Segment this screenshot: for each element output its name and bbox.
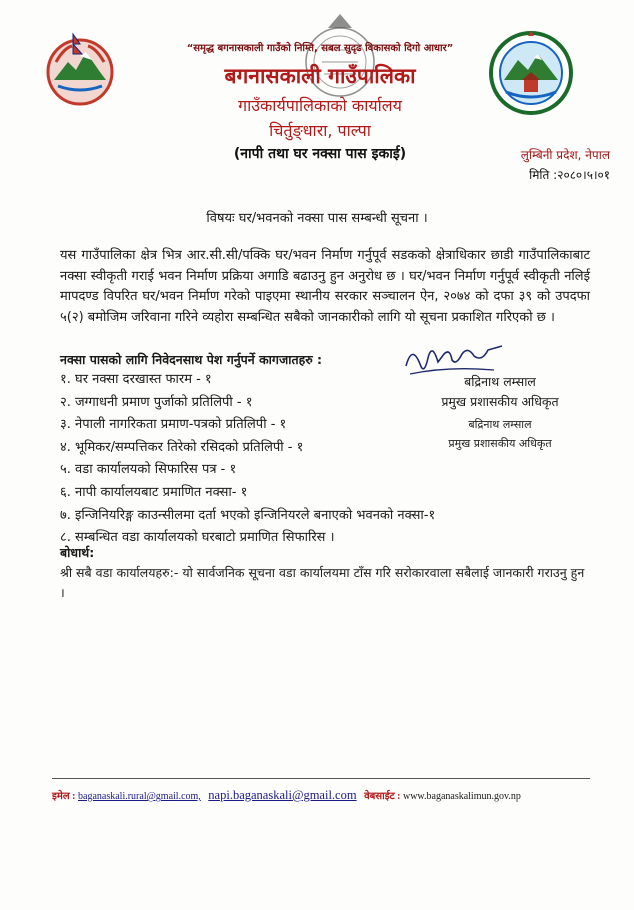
list-item: ५. वडा कार्यालयको सिफारिस पत्र - १ xyxy=(60,462,237,478)
email-link-rural[interactable]: baganaskali.rural@gmail.com, xyxy=(78,791,201,802)
unit-name: (नापी तथा घर नक्सा पास इकाई) xyxy=(233,146,407,162)
municipality-logo xyxy=(488,30,574,116)
list-item: ६. नापी कार्यालयबाट प्रमाणित नक्सा- १ xyxy=(60,484,248,500)
footer-divider xyxy=(52,778,590,779)
cc-text: श्री सबै वडा कार्यालयहरु:- यो सार्वजनिक सूचना वडा कार्यालयमा टाँस गरि सरोकारवाला सबैलाई जानकारी गराउनु हुन । xyxy=(60,565,585,600)
list-item: १. घर नक्सा दरखास्त फारम - १ xyxy=(60,372,212,387)
signatory-title: प्रमुख प्रशासकीय अधिकृत xyxy=(441,394,559,409)
cc-heading: बोधार्थ: xyxy=(60,545,95,560)
stamp-name: बद्रिनाथ लम्साल xyxy=(468,418,532,431)
notice-date: मिति :२०८०।५।०१ xyxy=(529,168,610,182)
footer xyxy=(52,788,612,803)
signatory-block xyxy=(400,372,600,412)
website-link[interactable]: www.baganaskalimun.gov.np xyxy=(402,791,521,802)
notice-body-paragraph: यस गाउँपालिका क्षेत्र भित्र आर.सी.सी/पक्कि घर/भवन निर्माण गर्नुपूर्व सडकको क्षेत्राधिकार छाडी गाउँपालिकाबाट नक्सा स्वीकृती गराई भवन निर्माण प्रक्रिया अगाडि बढाउनु हुन अनुरोध छ । घर/भवन निर्माण गर्नुपूर्व स्वीकृती नलिई मापदण्ड विपरित घर/भवन निर्माण गरेको पाइएमा स्थानीय सरकार सञ्चालन ऐन, २०७४ को दफा ३९ को उपदफा ५(२) बमोजिम जरिवाना गरिने व्यहोरा सम्बन्धित सबैको जानकारीको लागि यो सूचना प्रकाशित गरिएको छ । xyxy=(60,248,590,325)
name-stamp xyxy=(420,415,580,453)
list-item: ४. भूमिकर/सम्पत्तिकर तिरेको रसिदको प्रतिलिपी - १ xyxy=(60,439,304,455)
website-label: वेबसाईट : xyxy=(364,791,401,802)
stamp-title: प्रमुख प्रशासकीय अधिकृत xyxy=(448,437,552,450)
province-text: लुम्बिनी प्रदेश, नेपाल xyxy=(520,148,610,162)
list-item: ८. सम्बन्धित वडा कार्यालयको घरबाटो प्रमाणित सिफारिस । xyxy=(60,530,335,546)
signatory-name: बद्रिनाथ लम्साल xyxy=(464,374,536,389)
notice-body xyxy=(60,246,590,328)
email-link-napi[interactable]: napi.baganaskali@gmail.com xyxy=(208,788,357,802)
notice-subject: विषयः घर/भवनको नक्सा पास सम्बन्धी सूचना । xyxy=(206,211,428,226)
nepal-emblem-logo xyxy=(40,28,120,108)
requirements-heading: नक्सा पासको लागि निवेदनसाथ पेश गर्नुपर्ने कागजातहरु : xyxy=(60,352,323,367)
list-item: ७. इन्जिनियरिङ्ग काउन्सीलमा दर्ता भएको इन्जिनियरले बनाएको भवनको नक्सा-१ xyxy=(60,507,436,523)
municipality-name: बगनासकाली गाउँपालिका xyxy=(224,64,416,88)
list-item: २. जग्गाधनी प्रमाण पुर्जाको प्रतिलिपी - १ xyxy=(60,394,253,410)
office-name: गाउँकार्यपालिकाको कार्यालय xyxy=(238,96,402,115)
office-location: चिर्तुङ्धारा, पाल्पा xyxy=(269,121,371,140)
list-item: ३. नेपाली नागरिकता प्रमाण-पत्रको प्रतिलिपी - १ xyxy=(60,417,287,433)
motto-text: “समृद्ध बगनासकाली गाउँको निम्ति, सबल सुदृढ विकासको दिगो आधार” xyxy=(186,43,454,54)
email-label: इमेल : xyxy=(52,791,76,802)
